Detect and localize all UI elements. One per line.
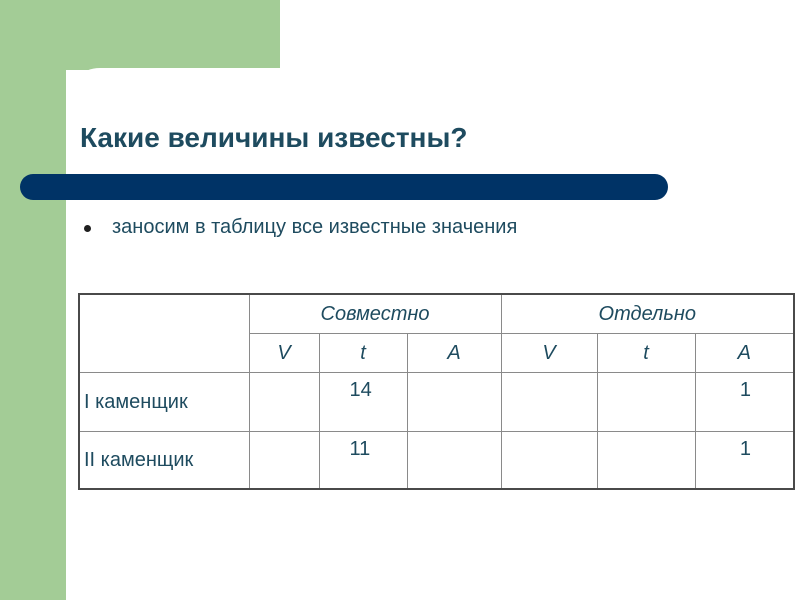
row-label: I каменщик <box>79 373 249 432</box>
table-cell: 1 <box>695 373 794 432</box>
table-cell <box>249 373 319 432</box>
decorative-green-strip-left <box>0 0 66 600</box>
title-underline-bar <box>20 174 668 200</box>
row-label: II каменщик <box>79 432 249 490</box>
table-cell <box>597 373 695 432</box>
slide-title: Какие величины известны? <box>80 122 468 153</box>
table-cell <box>501 373 597 432</box>
table-group-header-row <box>79 294 794 334</box>
group-header-separately: Отдельно <box>501 294 794 334</box>
table-cell <box>249 432 319 490</box>
table-corner-cell <box>79 294 249 373</box>
subheader-a-separately: A <box>695 334 794 373</box>
table-row <box>79 373 794 432</box>
table-cell: 1 <box>695 432 794 490</box>
table-cell <box>501 432 597 490</box>
table-cell <box>597 432 695 490</box>
table-cell <box>407 373 501 432</box>
values-table <box>78 293 795 490</box>
table-cell <box>407 432 501 490</box>
group-header-together: Совместно <box>249 294 501 334</box>
bullet-dot-icon <box>84 225 91 232</box>
table-row <box>79 432 794 490</box>
subheader-t-separately: t <box>597 334 695 373</box>
bullet-text: заносим в таблицу все известные значения <box>112 216 518 238</box>
subheader-v-together: V <box>249 334 319 373</box>
subheader-a-together: A <box>407 334 501 373</box>
subheader-v-separately: V <box>501 334 597 373</box>
table-cell: 14 <box>319 373 407 432</box>
table-cell: 11 <box>319 432 407 490</box>
subheader-t-together: t <box>319 334 407 373</box>
